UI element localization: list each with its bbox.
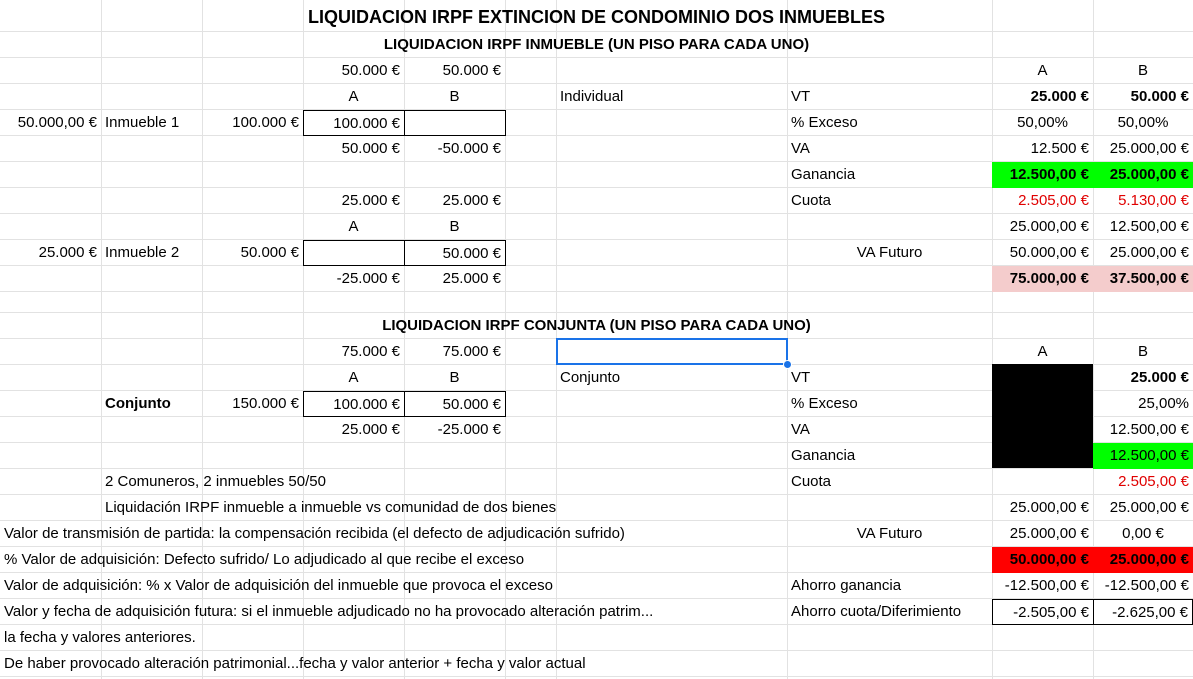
ahorro-cuota-b[interactable]: -2.625,00 €	[1093, 599, 1193, 625]
inmueble1-a[interactable]: 100.000 €	[303, 110, 405, 136]
va-futuro-label[interactable]: VA Futuro	[856, 244, 923, 261]
conj-va-futuro-total-b[interactable]: 25.000,00 €	[1093, 547, 1193, 573]
inmueble2-diff-a[interactable]: -25.000 €	[336, 270, 400, 287]
redacted-block	[992, 364, 1093, 468]
inmueble1-diff-a[interactable]: 50.000 €	[341, 140, 400, 157]
conj-summary-col-b[interactable]: B	[1137, 343, 1148, 360]
inmueble1-left-value[interactable]: 50.000,00 €	[17, 114, 97, 131]
cell-mid-a[interactable]: 25.000 €	[341, 192, 400, 209]
conj-va-futuro-2-a[interactable]: 25.000,00 €	[1009, 525, 1089, 542]
conj-cuota-b[interactable]: 2.505,00 €	[1118, 473, 1189, 490]
conj-summary-col-a[interactable]: A	[1037, 343, 1048, 360]
inmueble1-diff-b[interactable]: -50.000 €	[437, 140, 501, 157]
summary-col-a[interactable]: A	[1037, 62, 1048, 79]
conj-vt-b[interactable]: 25.000 €	[1130, 369, 1189, 386]
exceso-a[interactable]: 50,00%	[1017, 114, 1068, 131]
sheet-title[interactable]: LIQUIDACION IRPF EXTINCION DE CONDOMINIO DOS INMUEBLES	[307, 7, 886, 27]
note-fecha-valores[interactable]: la fecha y valores anteriores.	[4, 629, 196, 646]
va-a[interactable]: 12.500 €	[1030, 140, 1089, 157]
cuota-label[interactable]: Cuota	[791, 192, 832, 209]
conj-va-futuro-1-b[interactable]: 25.000,00 €	[1109, 499, 1189, 516]
conj-va-b[interactable]: 12.500,00 €	[1109, 421, 1189, 438]
cuota-a[interactable]: 2.505,00 €	[1018, 192, 1089, 209]
header2-a[interactable]: A	[348, 218, 359, 235]
inmueble2-b[interactable]: 50.000 €	[404, 240, 506, 266]
va-b[interactable]: 25.000,00 €	[1109, 140, 1189, 157]
inmueble1-b[interactable]	[404, 110, 506, 136]
conj-b[interactable]: 50.000 €	[404, 391, 506, 417]
va-futuro-2-b[interactable]: 25.000,00 €	[1109, 244, 1189, 261]
inmueble1-total[interactable]: 100.000 €	[232, 114, 299, 131]
note-valor-transmision[interactable]: Valor de transmisión de partida: la compensación recibida (el defecto de adjudicación sufrido)	[4, 525, 625, 542]
label-conjunto[interactable]: Conjunto	[560, 369, 621, 386]
va-label[interactable]: VA	[791, 140, 810, 157]
cell-mid-b[interactable]: 25.000 €	[442, 192, 501, 209]
inmueble2-total[interactable]: 50.000 €	[240, 244, 299, 261]
conj-ganancia-b[interactable]: 12.500,00 €	[1093, 443, 1193, 469]
section-title-individual[interactable]: LIQUIDACION IRPF INMUEBLE (UN PISO PARA CADA UNO)	[383, 36, 810, 53]
ganancia-a[interactable]: 12.500,00 €	[992, 162, 1093, 188]
note-liquidacion[interactable]: Liquidación IRPF inmueble a inmueble vs comunidad de dos bienes	[105, 499, 557, 516]
ahorro-ganancia-a[interactable]: -12.500,00 €	[1004, 577, 1089, 594]
note-alteracion[interactable]: De haber provocado alteración patrimonial...fecha y valor anterior + fecha y valor actual	[4, 655, 586, 672]
va-futuro-total-b[interactable]: 37.500,00 €	[1093, 266, 1193, 292]
va-futuro-1-b[interactable]: 12.500,00 €	[1109, 218, 1189, 235]
note-porcentaje-valor[interactable]: % Valor de adquisición: Defecto sufrido/ Lo adjudicado al que recibe el exceso	[4, 551, 525, 568]
note-comuneros[interactable]: 2 Comuneros, 2 inmuebles 50/50	[105, 473, 326, 490]
conj-row-label[interactable]: Conjunto	[105, 395, 171, 412]
ganancia-b[interactable]: 25.000,00 €	[1093, 162, 1193, 188]
section-title-conjunta[interactable]: LIQUIDACION IRPF CONJUNTA (UN PISO PARA CADA UNO)	[382, 317, 811, 334]
conj-exceso-b[interactable]: 25,00%	[1138, 395, 1189, 412]
summary-col-b[interactable]: B	[1137, 62, 1148, 79]
conj-top-a[interactable]: 75.000 €	[341, 343, 400, 360]
conj-header-b[interactable]: B	[449, 369, 460, 386]
cuota-b[interactable]: 5.130,00 €	[1118, 192, 1189, 209]
conj-exceso-label[interactable]: % Exceso	[791, 395, 858, 412]
vt-b[interactable]: 50.000 €	[1130, 88, 1189, 105]
va-futuro-total-a[interactable]: 75.000,00 €	[992, 266, 1093, 292]
ahorro-ganancia-label[interactable]: Ahorro ganancia	[791, 577, 902, 594]
ahorro-cuota-label[interactable]: Ahorro cuota/Diferimiento	[791, 603, 962, 620]
ganancia-label[interactable]: Ganancia	[791, 166, 856, 183]
conj-ganancia-label[interactable]: Ganancia	[791, 447, 856, 464]
conj-va-futuro-2-b[interactable]: 0,00 €	[1122, 525, 1164, 542]
ahorro-ganancia-b[interactable]: -12.500,00 €	[1104, 577, 1189, 594]
vt-label[interactable]: VT	[791, 88, 811, 105]
cell-top-a[interactable]: 50.000 €	[341, 62, 400, 79]
inmueble1-name[interactable]: Inmueble 1	[105, 114, 180, 131]
ahorro-cuota-a[interactable]: -2.505,00 €	[992, 599, 1094, 625]
conj-header-a[interactable]: A	[348, 369, 359, 386]
conj-top-b[interactable]: 75.000 €	[442, 343, 501, 360]
conj-va-futuro-1-a[interactable]: 25.000,00 €	[1009, 499, 1089, 516]
conj-va-futuro-label[interactable]: VA Futuro	[856, 525, 923, 542]
va-futuro-1-a[interactable]: 25.000,00 €	[1009, 218, 1089, 235]
conj-va-futuro-total-a[interactable]: 50.000,00 €	[992, 547, 1093, 573]
exceso-b[interactable]: 50,00%	[1117, 114, 1169, 131]
conj-cuota-label[interactable]: Cuota	[791, 473, 832, 490]
inmueble2-name[interactable]: Inmueble 2	[105, 244, 180, 261]
conj-vt-label[interactable]: VT	[791, 369, 811, 386]
selected-cell[interactable]	[556, 338, 788, 365]
header-b[interactable]: B	[449, 88, 460, 105]
inmueble2-left-value[interactable]: 25.000 €	[38, 244, 97, 261]
va-futuro-2-a[interactable]: 50.000,00 €	[1009, 244, 1089, 261]
label-individual[interactable]: Individual	[560, 88, 624, 105]
conj-diff-b[interactable]: -25.000 €	[437, 421, 501, 438]
conj-va-label[interactable]: VA	[791, 421, 810, 438]
note-valor-adquisicion[interactable]: Valor de adquisición: % x Valor de adquisición del inmueble que provoca el exceso	[4, 577, 553, 594]
conj-total[interactable]: 150.000 €	[232, 395, 299, 412]
vt-a[interactable]: 25.000 €	[1030, 88, 1089, 105]
cell-top-b[interactable]: 50.000 €	[442, 62, 501, 79]
inmueble2-a[interactable]	[303, 240, 405, 266]
conj-a[interactable]: 100.000 €	[303, 391, 405, 417]
note-valor-fecha-futura[interactable]: Valor y fecha de adquisición futura: si el inmueble adjudicado no ha provocado alteración patrim...	[4, 603, 654, 620]
header2-b[interactable]: B	[449, 218, 460, 235]
exceso-label[interactable]: % Exceso	[791, 114, 858, 131]
header-a[interactable]: A	[348, 88, 359, 105]
conj-diff-a[interactable]: 25.000 €	[341, 421, 400, 438]
inmueble2-diff-b[interactable]: 25.000 €	[442, 270, 501, 287]
